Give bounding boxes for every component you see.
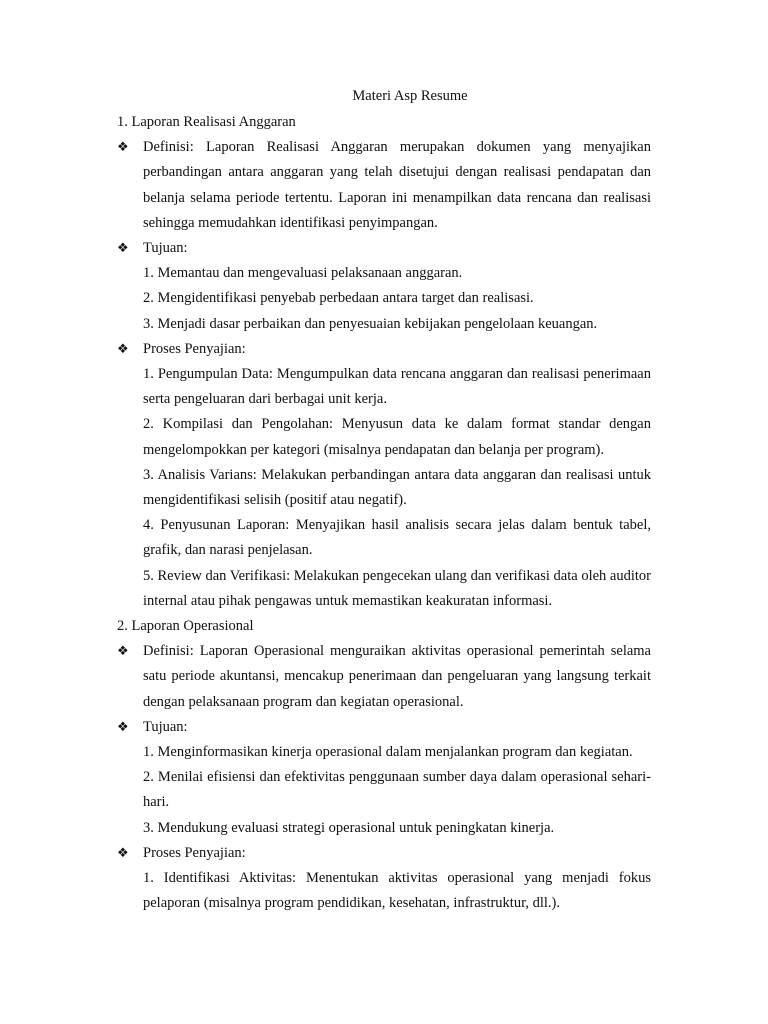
bullet-text: Proses Penyajian: xyxy=(143,844,246,861)
diamond-bullet-icon: ❖ xyxy=(117,644,129,660)
bullet-text: Definisi: Laporan Realisasi Anggaran merupakan dokumen yang menyajikan perbandingan antara anggaran yang telah disetujui dengan realisasi pendapatan dan belanja selama periode tertentu. Laporan ini menampilkan data rencana dan realisasi sehingga memudahkan identifikasi penyimpangan. xyxy=(143,139,651,231)
bullet-point xyxy=(117,841,651,866)
bullet-text: Proses Penyajian: xyxy=(143,340,246,357)
numbered-item: 3. Menjadi dasar perbaikan dan penyesuaian kebijakan pengelolaan keuangan. xyxy=(143,315,598,332)
bullet-text: Definisi: Laporan Operasional menguraikan aktivitas operasional pemerintah selama satu periode akuntansi, mencakup penerimaan dan pengeluaran yang langsung terkait dengan pelaksanaan program dan kegiatan operasional. xyxy=(143,643,651,710)
numbered-item: 3. Mendukung evaluasi strategi operasional untuk peningkatan kinerja. xyxy=(143,819,555,836)
diamond-bullet-icon: ❖ xyxy=(117,140,129,156)
numbered-item: 2. Mengidentifikasi penyebab perbedaan antara target dan realisasi. xyxy=(143,290,534,307)
diamond-bullet-icon: ❖ xyxy=(117,845,129,861)
section-heading: 2. Laporan Operasional xyxy=(117,618,254,635)
bullet-point xyxy=(117,337,651,362)
document-body xyxy=(117,110,651,917)
numbered-item: 3. Analisis Varians: Melakukan perbandingan antara data anggaran dan realisasi untuk mengidentifikasi selisih (positif atau negatif). xyxy=(143,466,651,509)
section-heading: 1. Laporan Realisasi Anggaran xyxy=(117,114,296,130)
bullet-text: Tujuan: xyxy=(143,718,188,735)
bullet-text: Tujuan: xyxy=(143,240,188,257)
bullet-point xyxy=(117,236,651,261)
diamond-bullet-icon: ❖ xyxy=(117,719,129,735)
numbered-item: 1. Memantau dan mengevaluasi pelaksanaan anggaran. xyxy=(143,265,463,282)
numbered-item: 1. Pengumpulan Data: Mengumpulkan data rencana anggaran dan realisasi penerimaan serta pengeluaran dari berbagai unit kerja. xyxy=(143,366,651,408)
document-title: Materi Asp Resume xyxy=(352,88,468,104)
diamond-bullet-icon: ❖ xyxy=(117,241,129,257)
diamond-bullet-icon: ❖ xyxy=(117,341,129,357)
numbered-item: 1. Identifikasi Aktivitas: Menentukan aktivitas operasional yang menjadi fokus pelaporan (misalnya program pendidikan, kesehatan, infrastruktur, dll.). xyxy=(143,870,651,912)
numbered-item: 2. Menilai efisiensi dan efektivitas penggunaan sumber daya dalam operasional sehari-hari. xyxy=(143,769,651,811)
bullet-point xyxy=(117,715,651,740)
numbered-item: 2. Kompilasi dan Pengolahan: Menyusun data ke dalam format standar dengan mengelompokkan per kategori (misalnya pendapatan dan belanja per program). xyxy=(143,416,651,458)
numbered-item: 4. Penyusunan Laporan: Menyajikan hasil analisis secara jelas dalam bentuk tabel, grafik, dan narasi penjelasan. xyxy=(143,517,651,559)
numbered-item: 1. Menginformasikan kinerja operasional dalam menjalankan program dan kegiatan. xyxy=(143,744,633,761)
bullet-point xyxy=(117,135,651,236)
bullet-point xyxy=(117,639,651,715)
numbered-item: 5. Review dan Verifikasi: Melakukan pengecekan ulang dan verifikasi data oleh auditor internal atau pihak pengawas untuk memastikan keakuratan informasi. xyxy=(143,567,651,609)
